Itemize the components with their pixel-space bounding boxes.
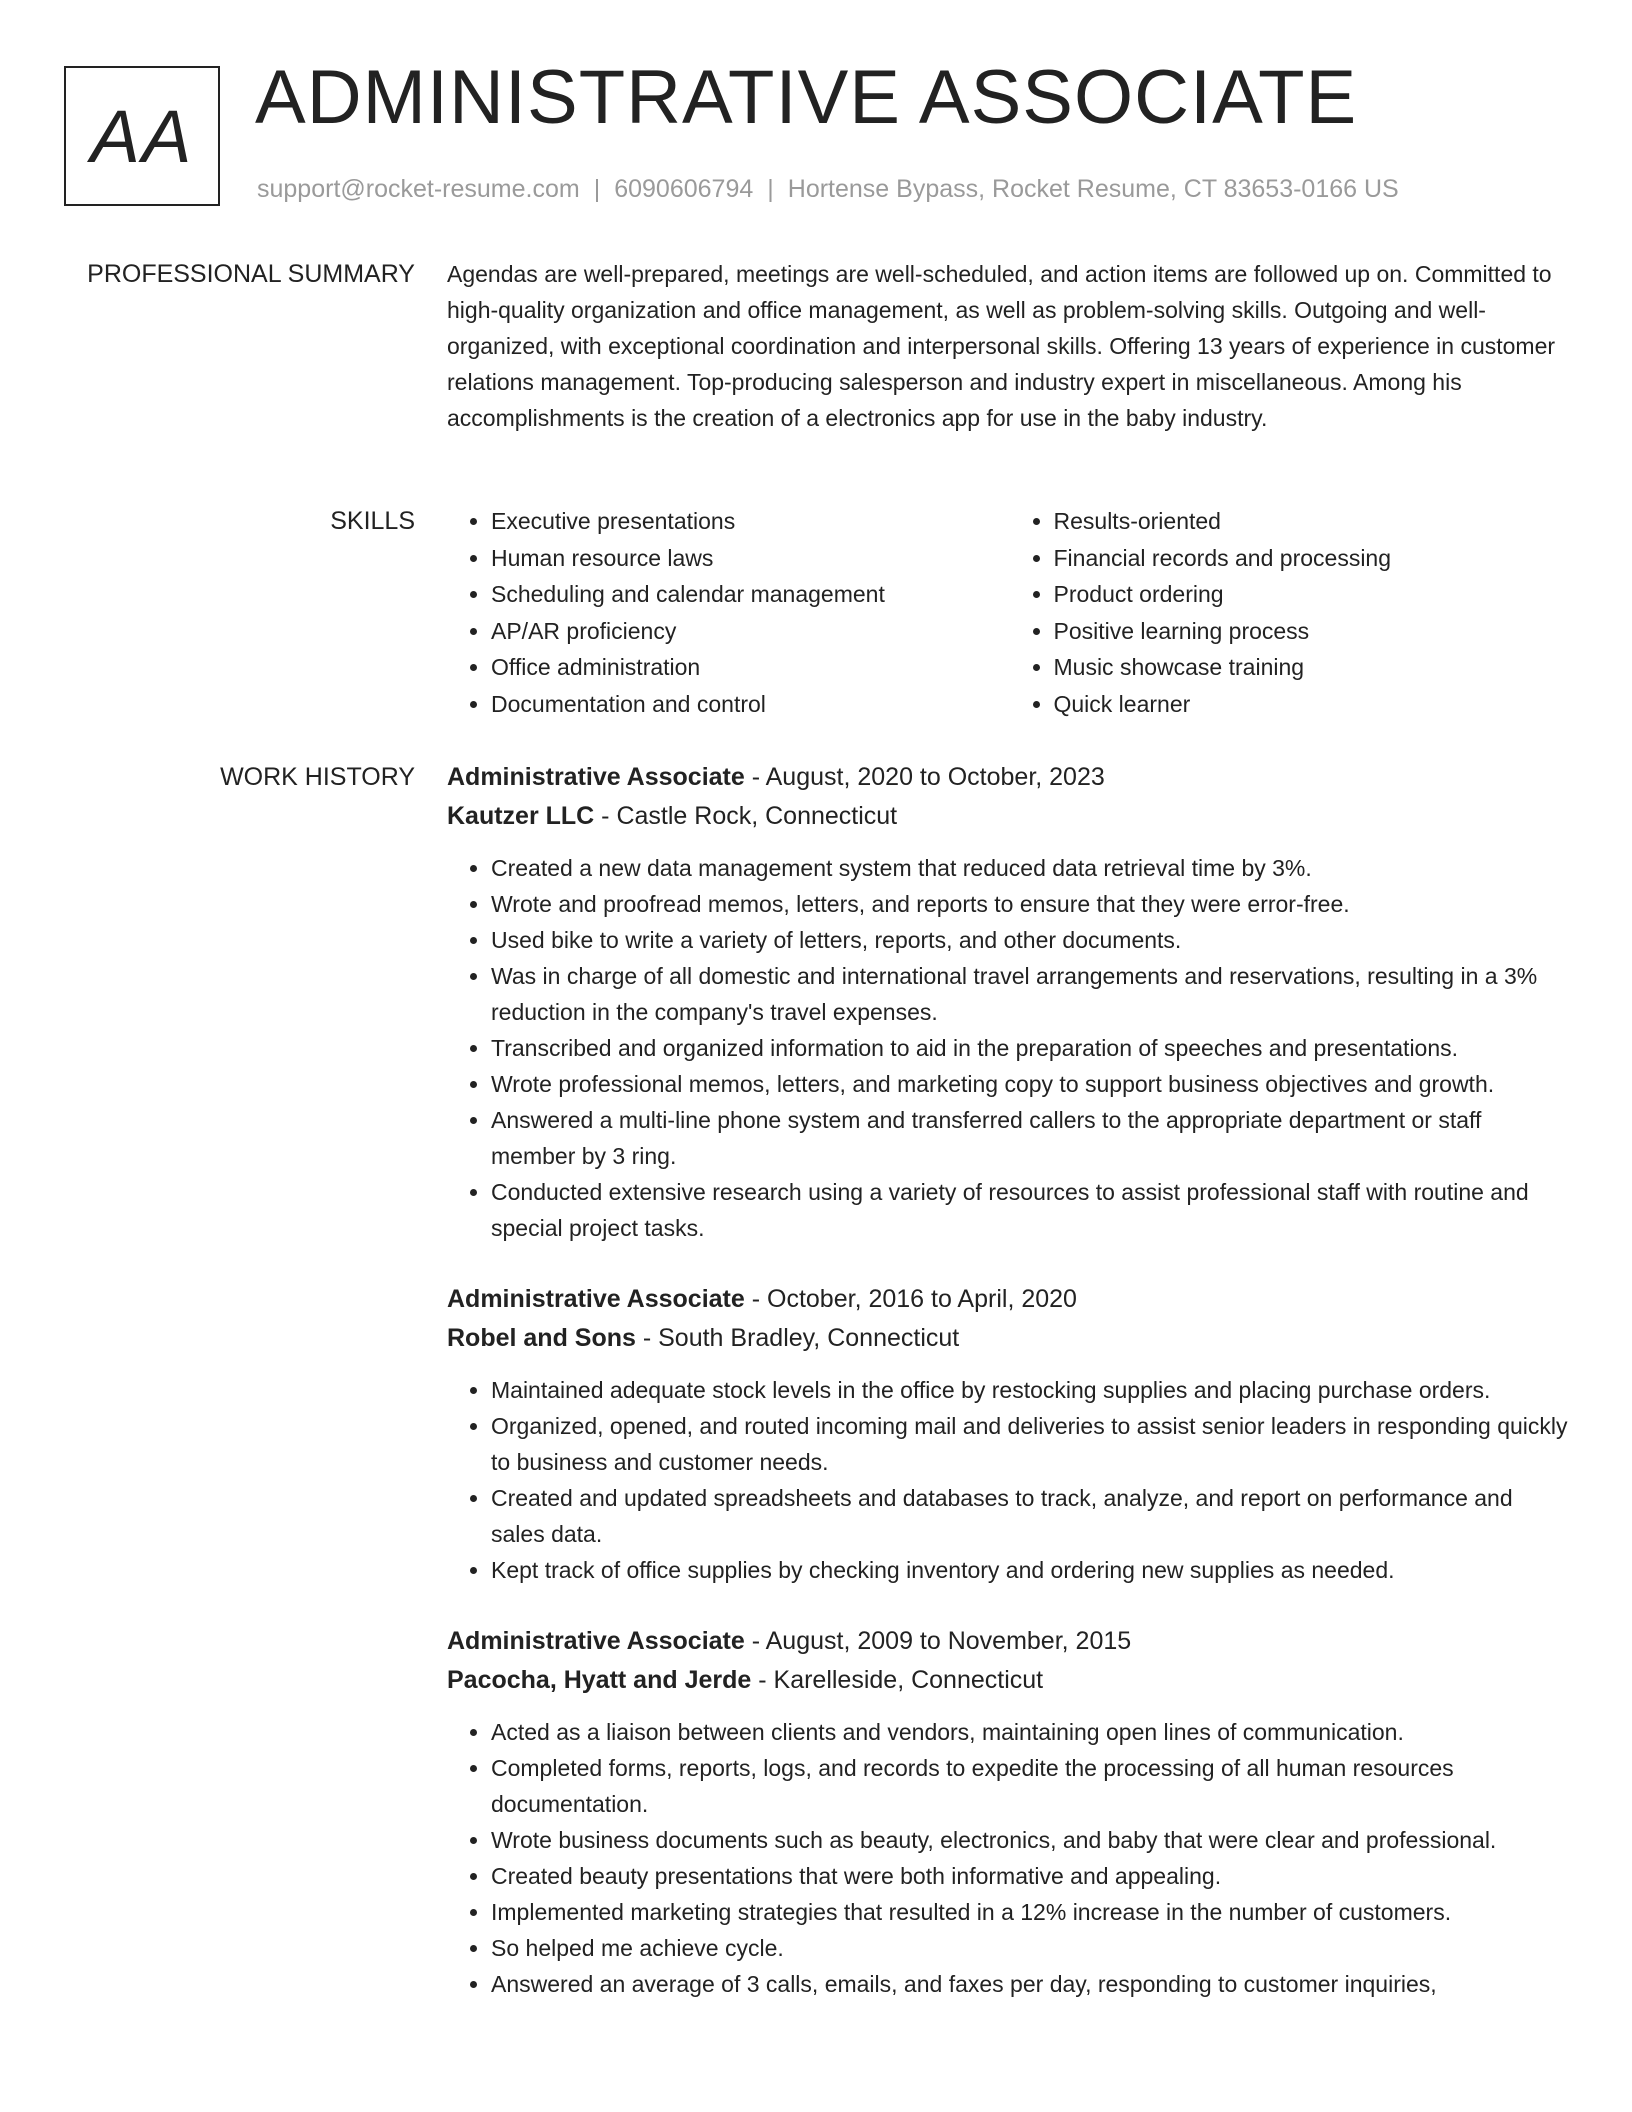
job-bullet: • Was in charge of all domestic and international travel arrangements and reservations, resulting in a 3% reduction in the company's travel expenses. <box>491 958 1572 1030</box>
job-bullet: • Wrote professional memos, letters, and marketing copy to support business objectives and growth. <box>491 1066 1572 1102</box>
job-company-line <box>447 1661 1572 1700</box>
skills-columns <box>447 503 1572 722</box>
skills-list-left <box>447 503 1010 722</box>
contact-separator: | <box>767 175 774 203</box>
job-bullet: • Answered an average of 3 calls, emails, and faxes per day, responding to customer inquiries, <box>491 1966 1572 2002</box>
summary-body <box>447 256 1572 436</box>
job-entry <box>447 1622 1572 2002</box>
job-location: - South Bradley, Connecticut <box>635 1324 960 1352</box>
page-title: ADMINISTRATIVE ASSOCIATE <box>255 55 1358 140</box>
skill-item: • Human resource laws <box>491 540 1010 577</box>
summary-text: Agendas are well-prepared, meetings are well-scheduled, and action items are followed up on. Committed to high-quality organization and office management, as well as problem-solving skills. Outgoing and well-organized, with exceptional coordination and interpersonal skills. Offering 13 years of experience in customer relations management. Top-producing salesperson and industry expert in miscellaneous. Among his accomplishments is the creation of a electronics app for use in the baby industry. <box>447 261 1556 431</box>
job-title-line <box>447 1280 1572 1319</box>
skill-item: • Music showcase training <box>1054 649 1573 686</box>
job-bullet: • Kept track of office supplies by checking inventory and ordering new supplies as needed. <box>491 1552 1572 1588</box>
skill-item: • Product ordering <box>1054 576 1573 613</box>
skills-body <box>447 503 1572 722</box>
job-bullet: • Maintained adequate stock levels in the office by restocking supplies and placing purchase orders. <box>491 1372 1572 1408</box>
job-bullet: • Implemented marketing strategies that resulted in a 12% increase in the number of customers. <box>491 1894 1572 1930</box>
job-dates: - August, 2009 to November, 2015 <box>744 1627 1132 1655</box>
job-company-line <box>447 1319 1572 1358</box>
job-bullet: • Wrote business documents such as beauty, electronics, and baby that were clear and professional. <box>491 1822 1572 1858</box>
job-dates: - October, 2016 to April, 2020 <box>744 1285 1077 1313</box>
job-company: Pacocha, Hyatt and Jerde <box>447 1666 752 1694</box>
job-bullet: • Transcribed and organized information to aid in the preparation of speeches and presentations. <box>491 1030 1572 1066</box>
skills-list-right <box>1010 503 1573 722</box>
section-label-summary: PROFESSIONAL SUMMARY <box>87 260 415 288</box>
job-bullet: • Created and updated spreadsheets and databases to track, analyze, and report on performance and sales data. <box>491 1480 1572 1552</box>
contact-separator: | <box>593 175 601 203</box>
monogram: AA <box>64 66 220 206</box>
job-bullet: • Created a new data management system that reduced data retrieval time by 3%. <box>491 850 1572 886</box>
job-bullet: • Created beauty presentations that were both informative and appealing. <box>491 1858 1572 1894</box>
job-title: Administrative Associate <box>447 763 745 791</box>
skill-item: • Quick learner <box>1054 686 1573 723</box>
job-bullets <box>447 850 1572 1246</box>
job-bullet: • Acted as a liaison between clients and vendors, maintaining open lines of communication. <box>491 1714 1572 1750</box>
work-history-body <box>447 758 1572 2036</box>
job-bullet: • So helped me achieve cycle. <box>491 1930 1572 1966</box>
job-location: - Castle Rock, Connecticut <box>594 802 898 830</box>
job-company: Robel and Sons <box>447 1324 636 1352</box>
job-bullets <box>447 1714 1572 2002</box>
contact-line <box>257 175 1399 204</box>
skill-item: • Results-oriented <box>1054 503 1573 540</box>
job-location: - Karelleside, Connecticut <box>751 1666 1044 1694</box>
job-dates: - August, 2020 to October, 2023 <box>744 763 1105 791</box>
skill-item: • Scheduling and calendar management <box>491 576 1010 613</box>
job-bullet: • Completed forms, reports, logs, and records to expedite the processing of all human resources documentation. <box>491 1750 1572 1822</box>
section-label-skills: SKILLS <box>330 507 415 535</box>
job-bullet: • Wrote and proofread memos, letters, and reports to ensure that they were error-free. <box>491 886 1572 922</box>
job-entry <box>447 1280 1572 1588</box>
job-title: Administrative Associate <box>447 1285 745 1313</box>
job-bullet: • Organized, opened, and routed incoming mail and deliveries to assist senior leaders in responding quickly to business and customer needs. <box>491 1408 1572 1480</box>
job-company-line <box>447 797 1572 836</box>
job-bullet: • Conducted extensive research using a variety of resources to assist professional staff with routine and special project tasks. <box>491 1174 1572 1246</box>
skill-item: • AP/AR proficiency <box>491 613 1010 650</box>
skill-item: • Documentation and control <box>491 686 1010 723</box>
skill-item: • Executive presentations <box>491 503 1010 540</box>
job-entry <box>447 758 1572 1246</box>
job-title-line <box>447 758 1572 797</box>
job-title-line <box>447 1622 1572 1661</box>
job-bullets <box>447 1372 1572 1588</box>
job-bullet: • Used bike to write a variety of letters, reports, and other documents. <box>491 922 1572 958</box>
skill-item: • Financial records and processing <box>1054 540 1573 577</box>
job-title: Administrative Associate <box>447 1627 745 1655</box>
contact-email: support@rocket-resume.com <box>257 175 580 203</box>
contact-phone: 6090606794 <box>614 175 754 203</box>
section-label-work-history: WORK HISTORY <box>220 763 415 791</box>
job-bullet: • Answered a multi-line phone system and transferred callers to the appropriate department or staff member by 3 ring. <box>491 1102 1572 1174</box>
contact-address: Hortense Bypass, Rocket Resume, CT 83653-0166 US <box>787 175 1399 203</box>
skill-item: • Positive learning process <box>1054 613 1573 650</box>
skill-item: • Office administration <box>491 649 1010 686</box>
job-company: Kautzer LLC <box>447 802 595 830</box>
